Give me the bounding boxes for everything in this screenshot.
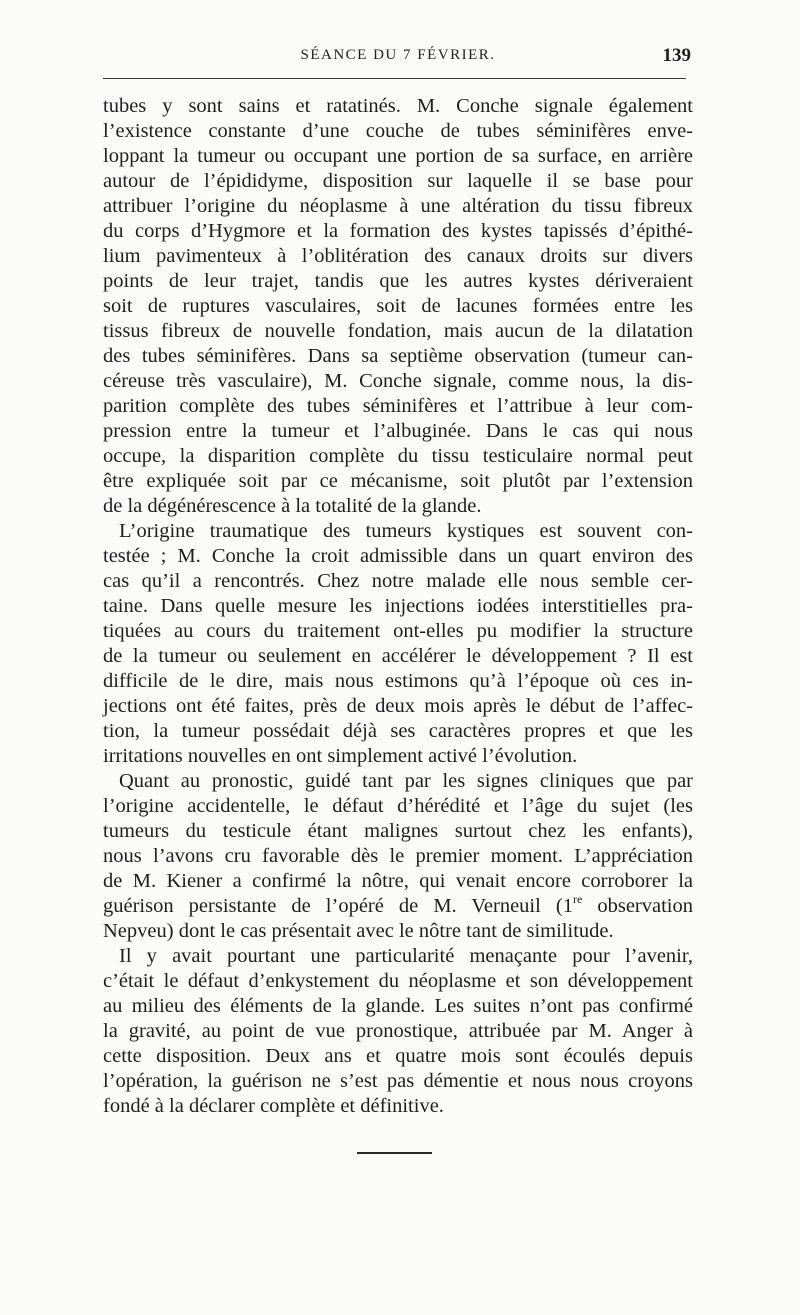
text-line-paragraph-end: fondé à la déclarer complète et définitive. — [103, 1095, 444, 1117]
text-line: soit de ruptures vasculaires, soit de lacunes formées entre les — [103, 295, 693, 317]
text-line-paragraph-start: Il y avait pourtant une particularité menaçante pour l’avenir, — [119, 945, 693, 967]
text-line: lium pavimenteux à l’oblitération des canaux droits sur divers — [103, 245, 693, 267]
running-header — [103, 45, 693, 71]
text-line: difficile de le dire, mais nous estimons qu’à l’époque où ces in- — [103, 670, 693, 692]
text-line: pression entre la tumeur et l’albuginée. Dans le cas qui nous — [103, 420, 693, 442]
text-line: l’origine accidentelle, le défaut d’hérédité et l’âge du sujet (les — [103, 795, 693, 817]
text-line: attribuer l’origine du néoplasme à une altération du tissu fibreux — [103, 195, 693, 217]
text-line: tiquées au cours du traitement ont-elles pu modifier la structure — [103, 620, 693, 642]
text-line: c’était le défaut d’enkystement du néoplasme et son développement — [103, 970, 693, 992]
body-text — [103, 94, 693, 1119]
text-line: points de leur trajet, tandis que les autres kystes dériveraient — [103, 270, 693, 292]
text-line: nous l’avons cru favorable dès le premier moment. L’appréciation — [103, 845, 693, 867]
text-line-paragraph-end: irritations nouvelles en ont simplement activé l’évolution. — [103, 745, 578, 767]
text-line: occupe, la disparition complète du tissu testiculaire normal peut — [103, 445, 693, 467]
text-line-paragraph-start: Quant au pronostic, guidé tant par les signes cliniques que par — [119, 770, 693, 792]
text-line-paragraph-end: Nepveu) dont le cas présentait avec le nôtre tant de similitude. — [103, 920, 614, 942]
text-line: tumeurs du testicule étant malignes surtout chez les enfants), — [103, 820, 693, 842]
text-line: au milieu des éléments de la glande. Les suites n’ont pas confirmé — [103, 995, 693, 1017]
text-line: parition complète des tubes séminifères et l’attribue à leur com- — [103, 395, 693, 417]
text-line: tubes y sont sains et ratatinés. M. Conche signale également — [103, 95, 693, 117]
text-line: la gravité, au point de vue pronostique, attribuée par M. Anger à — [103, 1020, 693, 1042]
text-segment: observation — [582, 895, 693, 917]
text-line: céreuse très vasculaire), M. Conche signale, comme nous, la dis- — [103, 370, 693, 392]
text-line: loppant la tumeur ou occupant une portion de sa surface, en arrière — [103, 145, 693, 167]
header-rule — [103, 78, 686, 79]
text-line: jections ont été faites, près de deux mois après le début de l’affec- — [103, 695, 693, 717]
text-line: testée ; M. Conche la croit admissible dans un quart environ des — [103, 545, 693, 567]
text-line: tissus fibreux de nouvelle fondation, mais aucun de la dilatation — [103, 320, 693, 342]
section-end-rule — [357, 1152, 432, 1154]
text-line: autour de l’épididyme, disposition sur laquelle il se base pour — [103, 170, 693, 192]
text-line: de la tumeur ou seulement en accélérer le développement ? Il est — [103, 645, 693, 667]
text-line: tion, la tumeur possédait déjà ses caractères propres et que les — [103, 720, 693, 742]
text-line: taine. Dans quelle mesure les injections iodées interstitielles pra- — [103, 595, 693, 617]
text-line: l’existence constante d’une couche de tubes séminifères enve- — [103, 120, 693, 142]
text-line: être expliquée soit par ce mécanisme, soit plutôt par l’extension — [103, 470, 693, 492]
text-line-with-superscript — [103, 894, 693, 919]
text-line: des tubes séminifères. Dans sa septième observation (tumeur can- — [103, 345, 693, 367]
text-line-paragraph-start: L’origine traumatique des tumeurs kystiques est souvent con- — [119, 520, 693, 542]
page-number: 139 — [662, 45, 691, 66]
text-line: du corps d’Hygmore et la formation des kystes tapissés d’épithé- — [103, 220, 693, 242]
text-line-paragraph-end: de la dégénérescence à la totalité de la glande. — [103, 495, 482, 517]
text-line: de M. Kiener a confirmé la nôtre, qui venait encore corroborer la — [103, 870, 693, 892]
text-line: l’opération, la guérison ne s’est pas démentie et nous nous croyons — [103, 1070, 693, 1092]
text-line: cette disposition. Deux ans et quatre mois sont écoulés depuis — [103, 1045, 693, 1067]
text-segment: guérison persistante de l’opéré de M. Verneuil (1 — [103, 895, 573, 917]
running-title: SÉANCE DU 7 FÉVRIER. — [300, 47, 496, 63]
text-line: cas qu’il a rencontrés. Chez notre malade elle nous semble cer- — [103, 570, 693, 592]
superscript: re — [572, 892, 583, 906]
